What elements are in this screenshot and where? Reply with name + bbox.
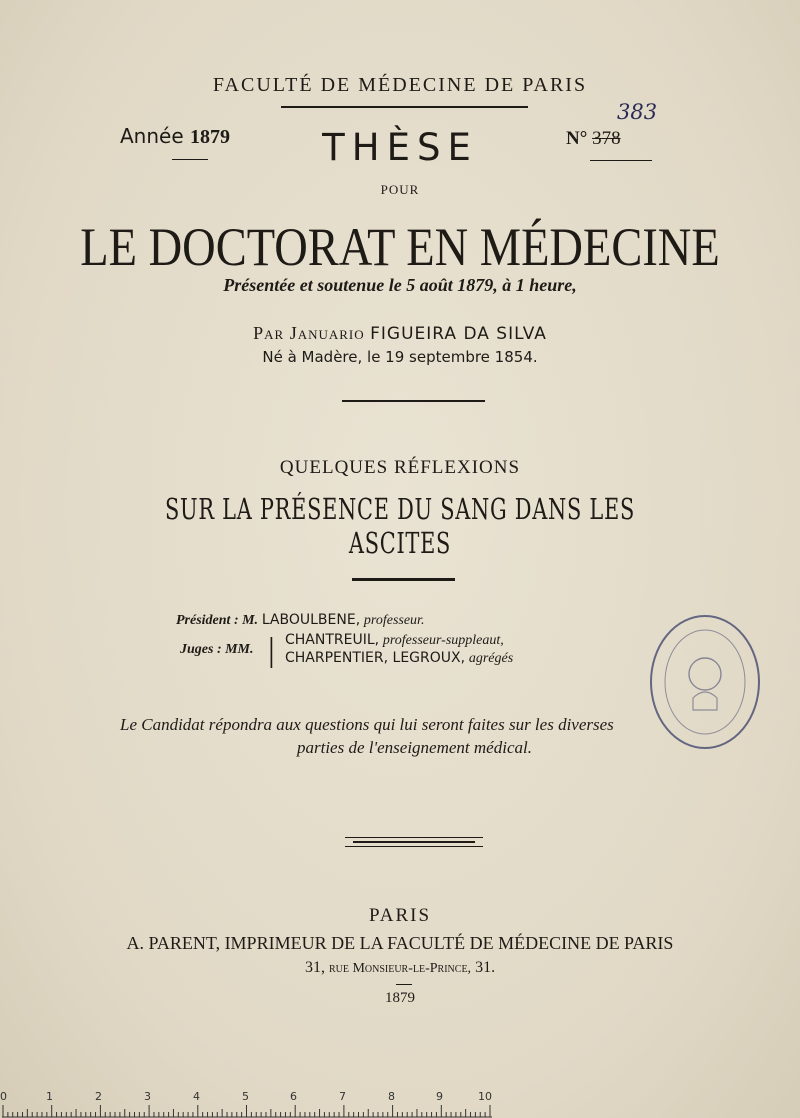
candidate-note-line-1: Le Candidat répondra aux questions qui lui seront faites sur les diverses: [120, 715, 614, 734]
library-stamp: [648, 612, 762, 752]
scale-ruler: [0, 1092, 494, 1118]
handwritten-number: 383: [617, 100, 658, 124]
author-last-name: FIGUEIRA DA SILVA: [370, 324, 547, 344]
ornament-rule-2: [353, 841, 475, 843]
imprint-city: PARIS: [368, 905, 432, 926]
degree-heading: LE DOCTORAT EN MÉDECINE: [80, 217, 720, 277]
judge-1-title: professeur-suppleaut,: [382, 633, 504, 648]
president-line: [176, 612, 424, 629]
presented-line: Présentée et soutenue le 5 août 1879, à 1 heure,: [223, 275, 577, 295]
address-street: rue Monsieur-le-Prince,: [328, 961, 472, 976]
pour-label: POUR: [380, 182, 420, 197]
year-label: Année: [120, 124, 184, 148]
ruler-label-8: 8: [388, 1090, 395, 1103]
imprint-rule: [396, 984, 412, 985]
judge-1-name: CHANTREUIL,: [285, 632, 380, 648]
imprint-printer: A. PARENT, IMPRIMEUR DE LA FACULTÉ DE MÉDECINE DE PARIS: [126, 933, 674, 953]
author-line: [0, 323, 800, 344]
judges-label-line: [180, 641, 254, 658]
section-rule-2: [352, 578, 455, 581]
address-number-2: 31.: [475, 959, 496, 976]
ruler-label-10: 10: [478, 1090, 492, 1103]
imprint-year: 1879: [385, 990, 415, 1006]
ruler-label-9: 9: [436, 1090, 443, 1103]
thesis-title: THÈSE: [322, 126, 478, 169]
address-number: 31,: [304, 959, 325, 976]
ruler-label-1: 1: [46, 1090, 53, 1103]
faculty-heading: FACULTÉ DE MÉDECINE DE PARIS: [212, 74, 588, 96]
judges-label: Juges : MM.: [180, 642, 254, 657]
number-underline: [590, 160, 652, 161]
ruler-label-5: 5: [242, 1090, 249, 1103]
judge-1-line: [285, 632, 504, 649]
header-rule: [281, 106, 528, 108]
year-value: 1879: [190, 126, 231, 148]
author-first-name: Januario: [289, 323, 365, 343]
ruler-label-0: 0: [0, 1090, 7, 1103]
subject-line-2: SUR LA PRÉSENCE DU SANG DANS LES ASCITES: [165, 492, 635, 560]
president-name: LABOULBENE,: [261, 612, 361, 628]
judge-2-line: [285, 650, 513, 667]
judges-brace: |: [268, 632, 275, 669]
number-struck: 378: [592, 128, 621, 149]
subject-line-1: QUELQUES RÉFLEXIONS: [279, 457, 521, 478]
judge-2-title: agrégés: [468, 651, 514, 666]
birth-line: Né à Madère, le 19 septembre 1854.: [262, 348, 538, 366]
number-label: N°: [566, 128, 588, 149]
par-label: Par: [253, 323, 285, 343]
section-rule-1: [342, 400, 485, 402]
ruler-label-2: 2: [95, 1090, 102, 1103]
ruler-label-6: 6: [290, 1090, 297, 1103]
ornament-rule-1: [345, 837, 483, 838]
imprint-address: [0, 959, 800, 977]
ruler-label-7: 7: [339, 1090, 346, 1103]
ornament-rule-3: [345, 846, 483, 847]
thesis-number: [566, 128, 621, 150]
candidate-note-line-2: parties de l'enseignement médical.: [297, 738, 532, 757]
judge-2-name: CHARPENTIER, LEGROUX,: [285, 650, 466, 666]
ruler-label-3: 3: [144, 1090, 151, 1103]
ruler-label-4: 4: [193, 1090, 200, 1103]
president-label: Président : M.: [176, 613, 259, 628]
president-title: professeur.: [363, 613, 425, 628]
